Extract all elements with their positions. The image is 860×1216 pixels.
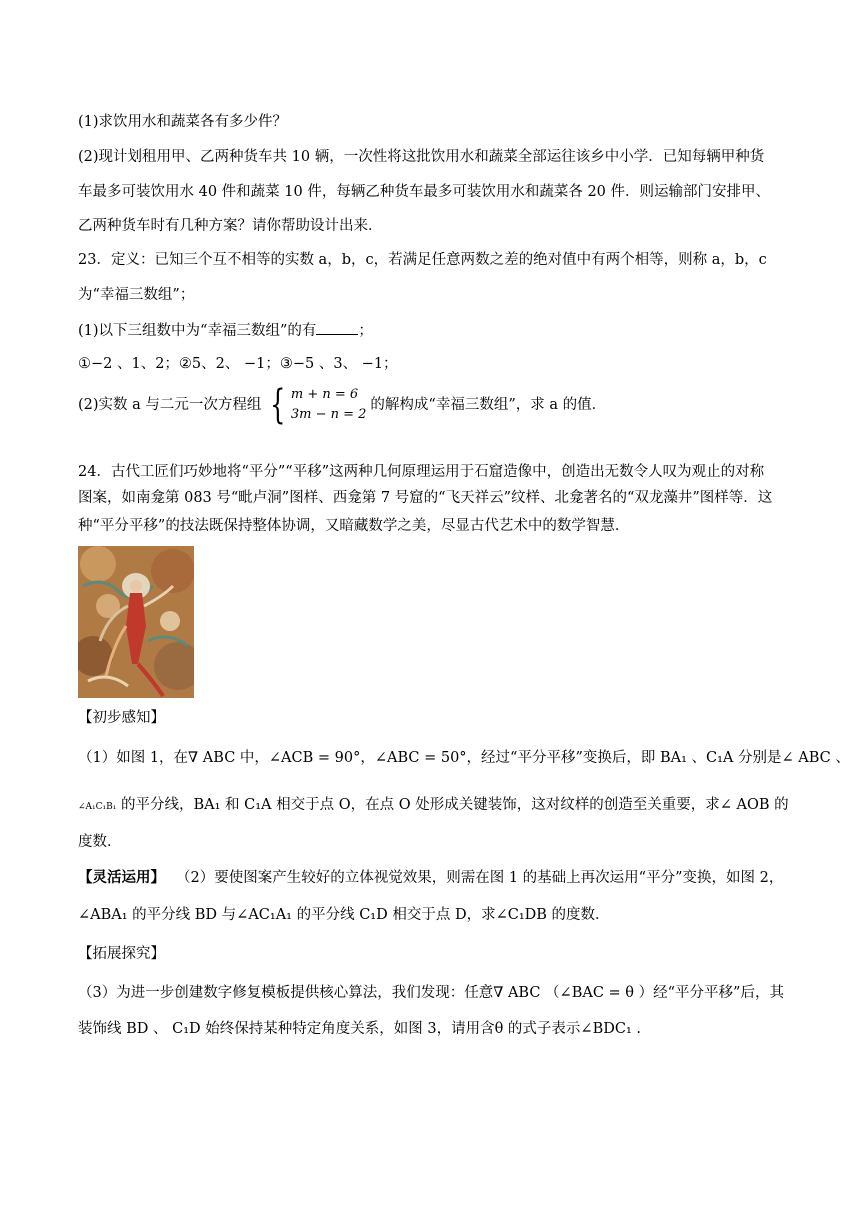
- section-extended-exploration: 【拓展探究】: [78, 946, 165, 962]
- answer-blank: [316, 320, 358, 335]
- q24-part3-line1: （3）为进一步创建数字修复模板提供核心算法，我们发现：任意∇ ABC （∠BAC = θ ）经“平分平移”后，其: [78, 985, 784, 1001]
- q24-intro-line3: 种“平分平移”的技法既保持整体协调，又暗藏数学之美，尽显古代艺术中的数学智慧．: [78, 518, 630, 534]
- q24-part3-line2: 装饰线 BD 、 C₁D 始终保持某种特定角度关系，如图 3，请用含θ 的式子表示∠BDC₁ .: [78, 1021, 641, 1037]
- section-flexible-application: 【灵活运用】: [78, 869, 165, 886]
- equation-system: [265, 382, 367, 428]
- q23-definition-line1: 23．定义：已知三个互不相等的实数 a，b，c，若满足任意两数之差的绝对值中有两个相等，则称 a，b，c: [78, 252, 767, 268]
- q23-part1-prefix: (1)以下三组数中为“幸福三数组”的有: [78, 323, 317, 339]
- q22-part1: (1)求饮用水和蔬菜各有多少件？: [78, 114, 288, 130]
- q24-part2-line1: （2）要使图案产生较好的立体视觉效果，则需在图 1 的基础上再次运用“平分”变换，如图 2，: [176, 870, 784, 886]
- q23-options: ①−2 、1、2；②5、2、 −1；③−5 、3、 −1；: [78, 356, 398, 372]
- q24-part1-line1: （1）如图 1，在∇ ABC 中，∠ACB = 90°，∠ABC = 50°，经过“平分平移”变换后，即 BA₁ 、C₁A 分别是∠ ABC 、: [78, 750, 850, 766]
- angle-a1c1b1-label: ∠A₁C₁B₁: [78, 802, 117, 812]
- q23-part1: [78, 320, 373, 341]
- q23-part2: [78, 382, 607, 428]
- q24-part1-line3: 度数．: [78, 834, 122, 850]
- equation-1: m + n = 6: [290, 387, 359, 402]
- q24-part1-line2: [78, 795, 789, 817]
- q24-part1-line2-text: 的平分线，BA₁ 和 C₁A 相交于点 O，在点 O 处形成关键装饰，这对纹样的创造至关重要，求∠ AOB 的: [116, 797, 789, 813]
- q23-part2-prefix: (2)实数 a 与二元一次方程组: [78, 397, 262, 413]
- equation-2: 3m − n = 2: [290, 407, 367, 422]
- q23-part2-suffix: 的解构成“幸福三数组”，求 a 的值．: [370, 397, 607, 413]
- q24-part2-line2: ∠ABA₁ 的平分线 BD 与∠AC₁A₁ 的平分线 C₁D 相交于点 D，求∠C₁DB 的度数．: [78, 907, 610, 923]
- q24-intro-line1: 24．古代工匠们巧妙地将“平分”“平移”这两种几何原理运用于石窟造像中，创造出无数令人叹为观止的对称: [78, 464, 765, 480]
- q23-definition-line2: 为“幸福三数组”；: [78, 287, 195, 303]
- q22-part2-line2: 车最多可装饮用水 40 件和蔬菜 10 件，每辆乙种货车最多可装饮用水和蔬菜各 20 件．则运输部门安排甲、: [78, 184, 771, 200]
- section-initial-perception: 【初步感知】: [78, 710, 165, 726]
- q23-part1-suffix: ；: [358, 323, 373, 339]
- q22-part2-line1: (2)现计划租用甲、乙两种货车共 10 辆，一次性将这批饮用水和蔬菜全部运往该乡中小学．已知每辆甲种货: [78, 149, 765, 165]
- brace-glyph: {: [270, 382, 286, 428]
- flying-apsara-painting: [78, 546, 194, 698]
- q22-part2-line3: 乙两种货车时有几种方案？请你帮助设计出来．: [78, 218, 383, 234]
- q24-intro-line2: 图案，如南龛第 083 号“毗卢洞”图样、西龛第 7 号窟的“飞天祥云”纹样、北龛著名的“双龙藻井”图样等．这: [78, 490, 773, 506]
